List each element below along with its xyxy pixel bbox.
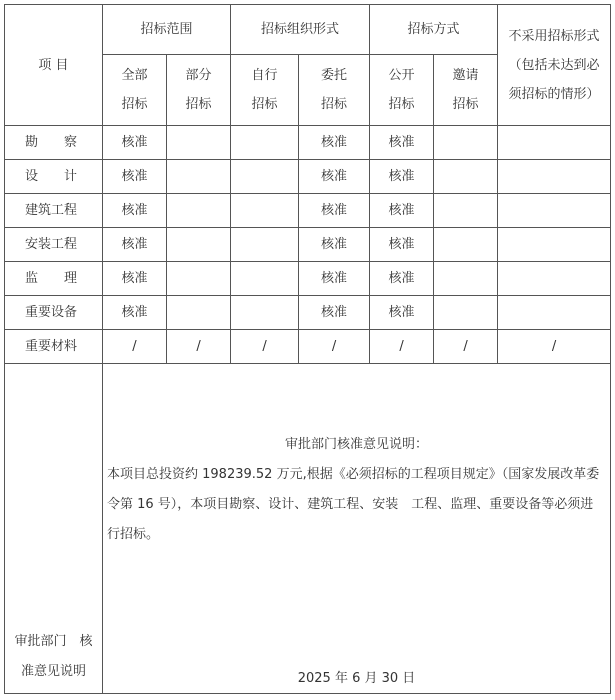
header-scope-all [103,55,167,126]
table-cell: 核准 [103,194,167,228]
bidding-approval-table [4,4,611,694]
table-cell: 核准 [299,296,370,330]
table-cell: 核准 [370,262,434,296]
table-cell [434,126,498,160]
header-org-self-l2: 招标 [251,97,278,112]
table-cell [434,194,498,228]
table-cell: / [231,330,299,364]
table-cell: 核准 [370,160,434,194]
table-cell [231,262,299,296]
row-label: 设 计 [5,160,103,194]
table-cell: 核准 [370,296,434,330]
table-cell [167,262,231,296]
table-cell: 核准 [103,126,167,160]
opinion-row [5,364,611,694]
table-cell [434,160,498,194]
header-scope-part-l2: 招标 [185,97,212,112]
table-cell: 核准 [370,228,434,262]
opinion-label: 审批部门 核准意见说明 [5,364,103,694]
table-cell: / [498,330,611,364]
table-row [5,194,611,228]
header-org-form: 招标组织形式 [231,5,370,55]
header-method-invite-l1: 邀请 [452,68,479,83]
header-method-invite-l2: 招标 [452,97,479,112]
header-item: 项 目 [5,5,103,126]
table-row [5,126,611,160]
opinion-body-cell [103,364,611,694]
row-label: 重要材料 [5,330,103,364]
header-org-self-l1: 自行 [251,68,278,83]
table-row [5,296,611,330]
table-cell [231,296,299,330]
header-scope-all-l2: 招标 [121,97,148,112]
header-not-used: 不采用招标形式（包括未达到必须招标的情形） [498,5,611,126]
table-cell [498,296,611,330]
table-cell [167,296,231,330]
table-row [5,330,611,364]
table-cell [498,160,611,194]
table-cell [434,262,498,296]
row-label: 安装工程 [5,228,103,262]
header-scope: 招标范围 [103,5,231,55]
table-row [5,262,611,296]
table-cell [167,228,231,262]
table-cell [231,228,299,262]
header-scope-all-l1: 全部 [121,68,148,83]
header-method: 招标方式 [370,5,498,55]
header-org-self [231,55,299,126]
table-cell: / [370,330,434,364]
header-org-entrust-l2: 招标 [321,97,348,112]
header-method-open [370,55,434,126]
table-cell: 核准 [299,228,370,262]
opinion-body: 本项目总投资约 198239.52 万元,根据《必须招标的工程项目规定》（国家发展改革委令第 16 号），本项目勘察、设计、建筑工程、安装 工程、监理、重要设备等必须进行招标。 [107,467,600,542]
row-label: 勘 察 [5,126,103,160]
table-cell [167,194,231,228]
table-cell: / [434,330,498,364]
table-cell: 核准 [103,296,167,330]
table-cell [498,228,611,262]
table-cell: / [167,330,231,364]
table-cell: 核准 [370,194,434,228]
opinion-date: 2025 年 6 月 30 日 [297,671,416,686]
table-cell: 核准 [103,228,167,262]
header-scope-part-l1: 部分 [185,68,212,83]
table-cell: 核准 [103,160,167,194]
table-cell [498,194,611,228]
row-label: 监 理 [5,262,103,296]
row-label: 建筑工程 [5,194,103,228]
header-scope-part [167,55,231,126]
table-cell [167,126,231,160]
table-row [5,160,611,194]
table-cell [231,126,299,160]
header-org-entrust [299,55,370,126]
table-cell: / [299,330,370,364]
table-cell: 核准 [299,262,370,296]
table-row [5,228,611,262]
header-method-invite [434,55,498,126]
table-cell: 核准 [370,126,434,160]
table-cell: 核准 [299,194,370,228]
header-method-open-l2: 招标 [388,97,415,112]
table-cell [167,160,231,194]
table-cell: 核准 [299,160,370,194]
opinion-text [107,430,606,550]
table-cell [498,126,611,160]
table-cell [498,262,611,296]
opinion-title: 审批部门核准意见说明： [285,437,429,452]
header-method-open-l1: 公开 [388,68,415,83]
table-cell [231,194,299,228]
header-org-entrust-l1: 委托 [321,68,348,83]
table-cell: / [103,330,167,364]
table-cell [434,296,498,330]
table-cell: 核准 [299,126,370,160]
table-cell [434,228,498,262]
table-cell: 核准 [103,262,167,296]
row-label: 重要设备 [5,296,103,330]
table-cell [231,160,299,194]
